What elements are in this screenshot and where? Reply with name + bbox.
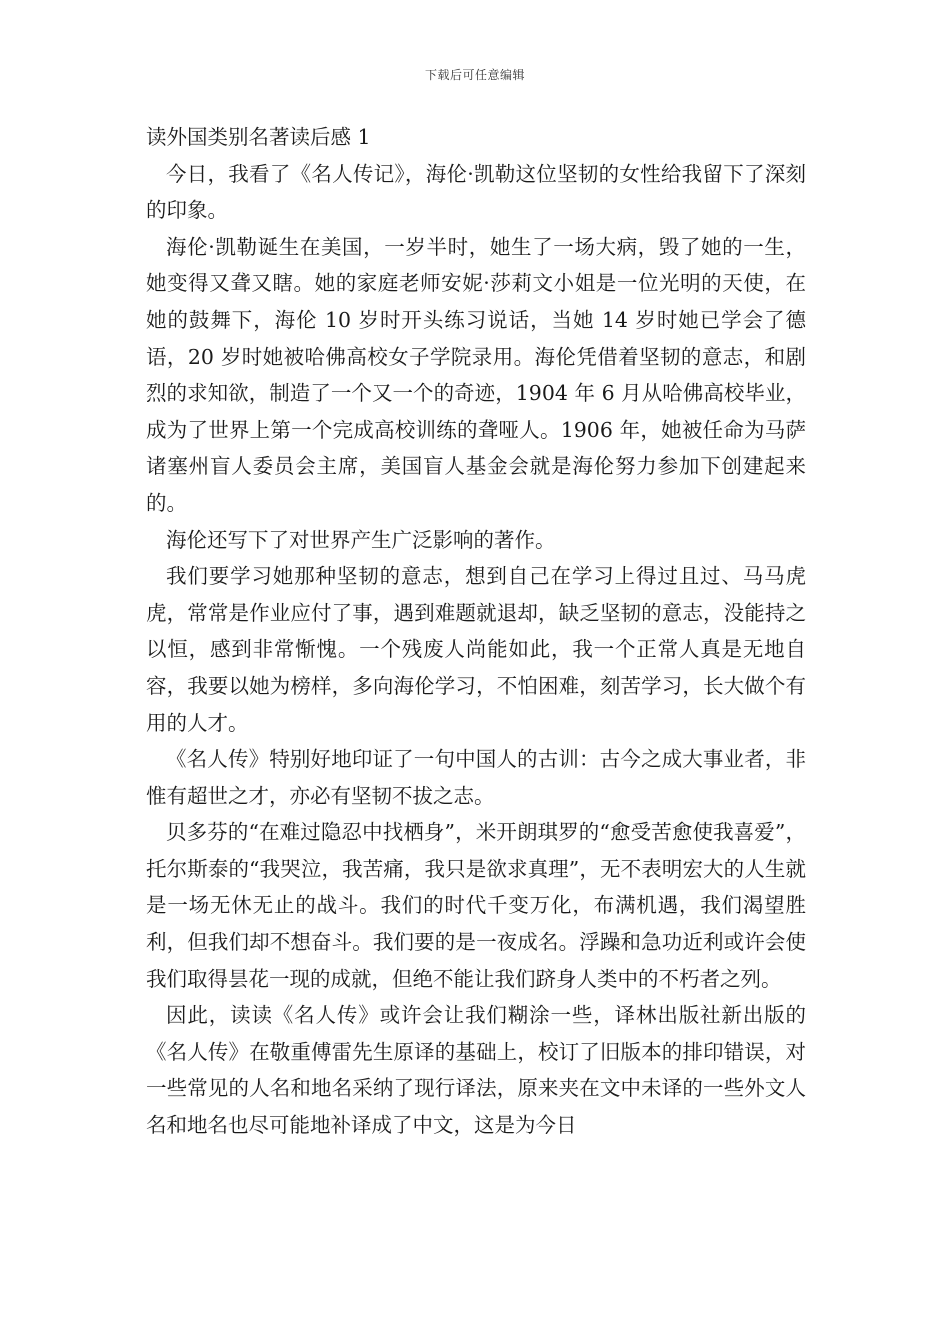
- document-body: [146, 119, 806, 1144]
- paragraph-great-figures: 贝多芬的“在难过隐忍中找栖身”，米开朗琪罗的“愈受苦愈使我喜爱”，托尔斯泰的“我哭泣，我苦痛，我只是欲求真理”，无不表明宏大的人生就是一场无休无止的战斗。我们的时代千变万化，布满机遇，我们渴望胜利，但我们却不想奋斗。我们要的是一夜成名。浮躁和急功近利或许会使我们取得昙花一现的成就，但绝不能让我们跻身人类中的不朽者之列。: [146, 820, 806, 991]
- document-title: 读外国类别名著读后感 1: [146, 125, 371, 149]
- paragraph-reflection: 我们要学习她那种坚韧的意志，想到自己在学习上得过且过、马马虎虎，常常是作业应付了事，遇到难题就退却，缺乏坚韧的意志，没能持之以恒，感到非常惭愧。一个残废人尚能如此，我一个正常人真是无地自容，我要以她为榜样，多向海伦学习，不怕困难，刻苦学习，长大做个有用的人才。: [146, 564, 806, 735]
- paragraph-ancient-saying: 《名人传》特别好地印证了一句中国人的古训：古今之成大事业者，非惟有超世之才，亦必有坚韧不拔之志。: [146, 747, 806, 808]
- paragraph-helen-works: 海伦还写下了对世界产生广泛影响的著作。: [166, 527, 556, 552]
- page-header-note: 下载后可任意编辑: [424, 68, 525, 82]
- paragraph-translation-note: 因此，读读《名人传》或许会让我们糊涂一些，译林出版社新出版的《名人传》在敬重傅雷先生原译的基础上，校订了旧版本的排印错误，对一些常见的人名和地名采纳了现行译法，原来夹在文中未译的一些外文人名和地名也尽可能地补译成了中文，这是为今日: [146, 1003, 806, 1138]
- paragraph-helen-biography: 海伦·凯勒诞生在美国，一岁半时，她生了一场大病，毁了她的一生，她变得又聋又瞎。她的家庭老师安妮·莎莉文小姐是一位光明的天使，在她的鼓舞下，海伦 10 岁时开头练习说话，当她 14 岁时她已学会了德语，20 岁时她被哈佛高校女子学院录用。海伦凭借着坚韧的意志，和剧烈的求知欲，制造了一个又一个的奇迹，1904 年 6 月从哈佛高校毕业，成为了世界上第一个完成高校训练的聋哑人。1906 年，她被任命为马萨诸塞州盲人委员会主席，美国盲人基金会就是海伦努力参加下创建起来的。: [146, 234, 806, 515]
- paragraph-intro: 今日，我看了《名人传记》，海伦·凯勒这位坚韧的女性给我留下了深刻的印象。: [146, 161, 806, 223]
